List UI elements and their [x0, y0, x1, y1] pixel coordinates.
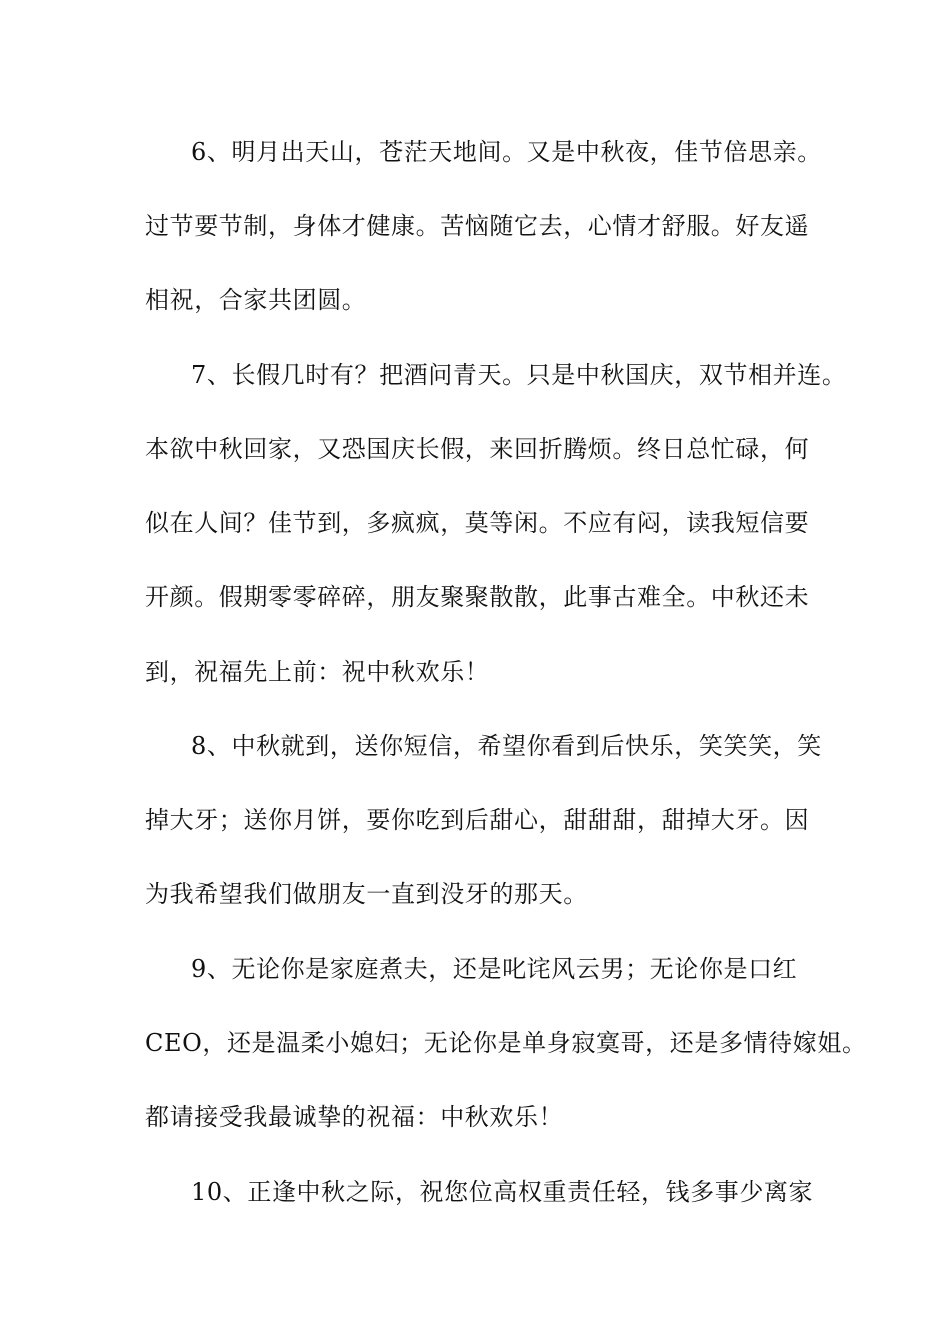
paragraph-7-line-4: 开颜。假期零零碎碎，朋友聚聚散散，此事古难全。中秋还未 [145, 583, 810, 611]
paragraph-8-line-1: 8、中秋就到，送你短信，希望你看到后快乐，笑笑笑，笑 [191, 732, 822, 760]
paragraph-9-line-2: CEO，还是温柔小媳妇；无论你是单身寂寞哥，还是多情待嫁姐。 [145, 1029, 867, 1057]
paragraph-6-line-1: 6、明月出天山，苍茫天地间。又是中秋夜，佳节倍思亲。 [191, 138, 822, 166]
paragraph-7-line-5: 到，祝福先上前：祝中秋欢乐！ [145, 658, 490, 686]
paragraph-8-line-2: 掉大牙；送你月饼，要你吃到后甜心，甜甜甜，甜掉大牙。因 [145, 806, 810, 834]
paragraph-8-line-3: 为我希望我们做朋友一直到没牙的那天。 [145, 880, 588, 908]
paragraph-6-line-3: 相祝，合家共团圆。 [145, 286, 367, 314]
paragraph-9-line-1: 9、无论你是家庭煮夫，还是叱诧风云男；无论你是口红 [191, 955, 798, 983]
paragraph-6-line-2: 过节要节制，身体才健康。苦恼随它去，心情才舒服。好友遥 [145, 212, 810, 240]
paragraph-10-line-1: 10、正逢中秋之际，祝您位高权重责任轻，钱多事少离家 [191, 1178, 814, 1206]
paragraph-9-line-3: 都请接受我最诚挚的祝福：中秋欢乐！ [145, 1103, 564, 1131]
paragraph-7-line-1: 7、长假几时有？把酒问青天。只是中秋国庆，双节相并连。 [191, 361, 847, 389]
paragraph-7-line-2: 本欲中秋回家，又恐国庆长假，来回折腾烦。终日总忙碌，何 [145, 435, 810, 463]
paragraph-7-line-3: 似在人间？佳节到，多疯疯，莫等闲。不应有闷，读我短信要 [145, 509, 810, 537]
